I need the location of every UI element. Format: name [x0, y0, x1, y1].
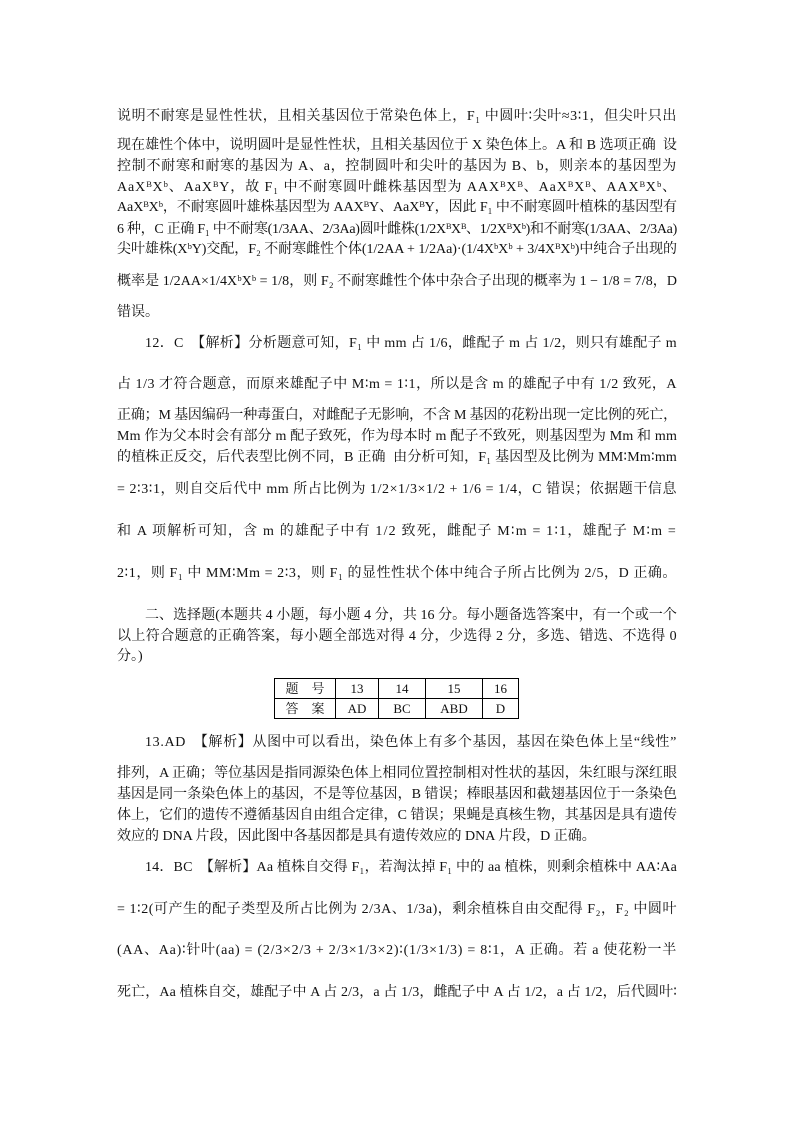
question-number-cell: 14 — [379, 679, 426, 699]
answer-table — [274, 678, 519, 719]
q13-explanation-line: 体上，它们的遗传不遵循基因自由组合定律，C 错误；果蝇是真核生物，其基因是具有遗传 — [117, 808, 677, 823]
q11-explanation-line: 概率是 1/2AA×1/4XᵇXᵇ = 1/8，则 F₂ 不耐寒雌性个体中杂合子出现的概率为 1 − 1/8 = 7/8，D — [117, 274, 677, 289]
answer-cell: ABD — [426, 699, 483, 719]
section2-instruction-line: 二、选择题(本题共 4 小题，每小题 4 分，共 16 分。每小题备选答案中，有一个或一个 — [145, 608, 677, 623]
question-number-header: 题 号 — [275, 679, 336, 699]
section2-instruction-line: 分。) — [117, 649, 143, 664]
question-number-cell: 13 — [336, 679, 379, 699]
q13-explanation-line: 排列，A 正确；等位基因是指同源染色体上相同位置控制相对性状的基因，朱红眼与深红眼 — [117, 766, 677, 781]
q12-explanation-line: 的植株正反交，后代表型比例不同，B 正确 由分析可知，F₁ 基因型及比例为 MM∶Mm∶mm — [117, 450, 677, 465]
answer-header: 答 案 — [275, 699, 336, 719]
q14-explanation-line: = 1∶2(可产生的配子类型及所占比例为 2/3A、1/3a)，剩余植株自由交配得 F₂，F₂ 中圆叶 — [117, 902, 677, 917]
q11-explanation-line: 尖叶雄株(XᵇY)交配，F₂ 不耐寒雌性个体(1/2AA + 1/2Aa)·(1/4XᵇXᵇ + 3/4XᴮXᵇ)中纯合子出现的 — [117, 242, 677, 257]
q11-explanation-line: 控制不耐寒和耐寒的基因为 A、a，控制圆叶和尖叶的基因为 B、b，则亲本的基因型为 — [117, 159, 677, 174]
question-number-row — [275, 679, 519, 699]
q11-explanation-line: AaXᴮXᵇ，不耐寒圆叶雄株基因型为 AAXᴮY、AaXᴮY，因此 F₁ 中不耐寒圆叶植株的基因型有 — [117, 200, 677, 215]
q11-explanation-line: 现在雄性个体中，说明圆叶是显性性状，且相关基因位于 X 染色体上。A 和 B 选项正确 设 — [117, 138, 677, 153]
answer-cell: AD — [336, 699, 379, 719]
q11-explanation-line: 说明不耐寒是显性性状，且相关基因位于常染色体上，F₁ 中圆叶∶尖叶≈3∶1，但尖叶只出 — [117, 109, 677, 124]
q11-explanation-line: AaXᴮXᵇ、AaXᴮY，故 F₁ 中不耐寒圆叶雌株基因型为 AAXᴮXᴮ、AaXᴮXᴮ、AAXᴮXᵇ、 — [117, 180, 677, 195]
q12-explanation-line: 12．C 【解析】分析题意可知，F₁ 中 mm 占 1/6，雌配子 m 占 1/2，则只有雄配子 m — [145, 336, 677, 351]
q12-explanation-line: 占 1/3 才符合题意，而原来雄配子中 M∶m = 1∶1，所以是含 m 的雄配子中有 1/2 致死，A — [117, 377, 677, 392]
q11-explanation-line: 6 种，C 正确 F₁ 中不耐寒(1/3AA、2/3Aa)圆叶雌株(1/2XᴮXᴮ、1/2XᴮXᵇ)和不耐寒(1/3AA、2/3Aa) — [117, 222, 678, 237]
q14-explanation-line: 14．BC 【解析】Aa 植株自交得 F₁，若淘汰掉 F₁ 中的 aa 植株，则剩余植株中 AA∶Aa — [145, 860, 677, 875]
q11-explanation-line: 错误。 — [117, 305, 159, 320]
q12-explanation-line: 和 A 项解析可知，含 m 的雄配子中有 1/2 致死，雌配子 M∶m = 1∶1，雄配子 M∶m = — [117, 524, 677, 539]
q12-explanation-line: 2∶1，则 F₁ 中 MM∶Mm = 2∶3，则 F₁ 的显性性状个体中纯合子所占比例为 2/5，D 正确。 — [117, 566, 677, 581]
q13-explanation-line: 基因是同一条染色体上的基因，不是等位基因，B 错误；棒眼基因和截翅基因位于一条染色 — [117, 787, 677, 802]
answer-cell: BC — [379, 699, 426, 719]
q13-explanation-line: 13.AD 【解析】从图中可以看出，染色体上有多个基因，基因在染色体上呈“线性” — [145, 735, 677, 750]
question-number-cell: 16 — [483, 679, 519, 699]
answer-cell: D — [483, 699, 519, 719]
q13-explanation-line: 效应的 DNA 片段，因此图中各基因都是具有遗传效应的 DNA 片段，D 正确。 — [117, 829, 596, 844]
answer-row — [275, 699, 519, 719]
question-number-cell: 15 — [426, 679, 483, 699]
q12-explanation-line: Mm 作为父本时会有部分 m 配子致死，作为母本时 m 配子不致死，则基因型为 Mm 和 mm — [117, 429, 677, 444]
q12-explanation-line: = 2∶3∶1，则自交后代中 mm 所占比例为 1/2×1/3×1/2 + 1/6 = 1/4，C 错误；依据题干信息 — [117, 482, 677, 497]
q14-explanation-line: (AA、Aa)∶针叶(aa) = (2/3×2/3 + 2/3×1/3×2)∶(1/3×1/3) = 8∶1，A 正确。若 a 使花粉一半 — [117, 943, 677, 958]
section2-instruction-line: 以上符合题意的正确答案，每小题全部选对得 4 分，少选得 2 分，多选、错选、不选得 0 — [117, 629, 677, 644]
q14-explanation-line: 死亡，Aa 植株自交，雄配子中 A 占 2/3，a 占 1/3，雌配子中 A 占 1/2，a 占 1/2，后代圆叶∶ — [117, 985, 677, 1000]
q12-explanation-line: 正确；M 基因编码一种毒蛋白，对雌配子无影响，不含 M 基因的花粉出现一定比例的死亡， — [117, 408, 677, 423]
